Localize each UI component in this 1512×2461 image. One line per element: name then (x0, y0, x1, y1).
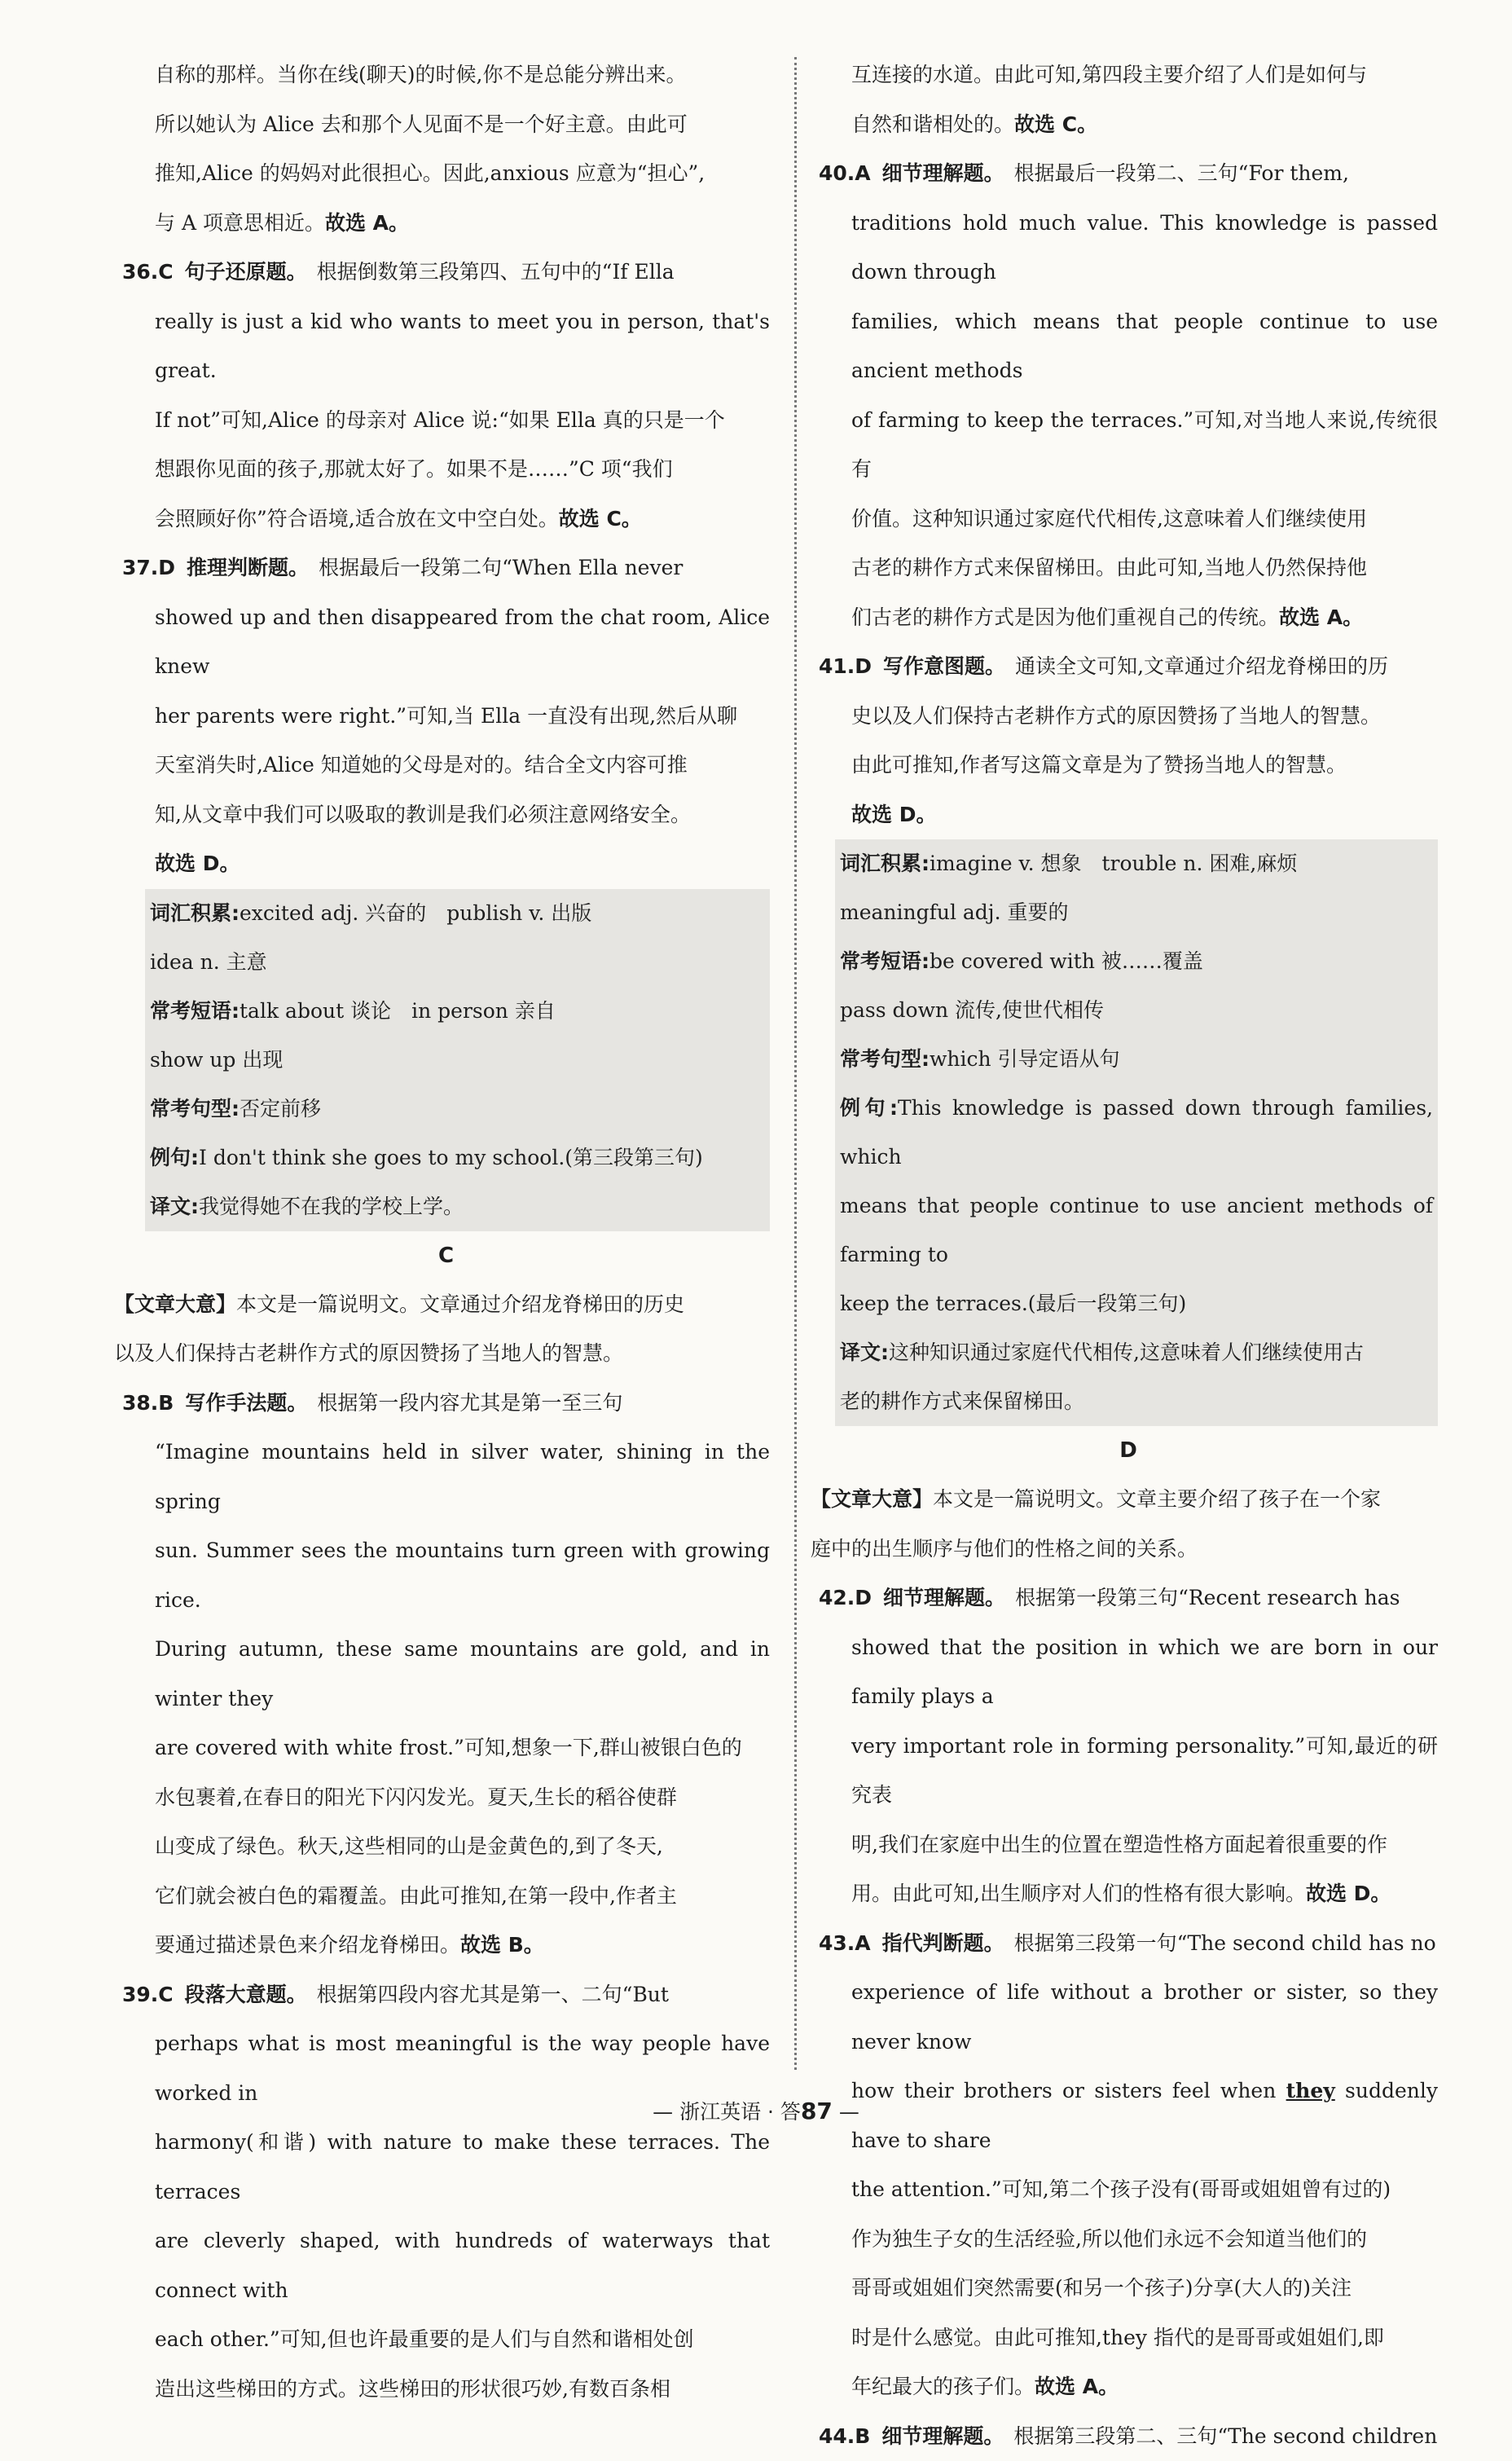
answer: 故选 A。 (1035, 2375, 1119, 2398)
text-line: 用。由此可知,出生顺序对人们的性格有很大影响。故选 D。 (819, 1869, 1438, 1919)
vocab-line: idea n. 主意 (150, 938, 765, 987)
text-line: If not”可知,Alice 的母亲对 Alice 说:“如果 Ella 真的只是一个 (122, 396, 770, 446)
phrase-label: 常考短语: (840, 949, 930, 973)
section-heading-d: D (819, 1426, 1438, 1475)
pattern-line: 常考句型:which 引导定语从句 (840, 1035, 1433, 1084)
vocab-line: meaningful adj. 重要的 (840, 888, 1433, 937)
text-line: the attention.”可知,第二个孩子没有(哥哥或姐姐曾有过的) (819, 2165, 1438, 2215)
vocab-label: 词汇积累: (150, 901, 240, 925)
question-44: 44.B 细节理解题。 根据第三段第二、三句“The second children (819, 2412, 1438, 2461)
translation-label: 译文: (840, 1341, 889, 1364)
answer: 故选 C。 (559, 507, 642, 531)
question-type: 细节理解题。 (881, 2424, 1004, 2448)
text-line: 史以及人们保持古老耕作方式的原因赞扬了当地人的智慧。 (819, 692, 1438, 742)
question-type: 细节理解题。 (882, 161, 1004, 185)
text-line: 想跟你见面的孩子,那就太好了。如果不是……”C 项“我们 (122, 445, 770, 495)
text-line: 天室消失时,Alice 知道她的父母是对的。结合全文内容可推 (122, 741, 770, 790)
text-line: 会照顾好你”符合语境,适合放在文中空白处。故选 C。 (122, 495, 770, 544)
question-type: 指代判断题。 (882, 1931, 1004, 1955)
translation-label: 译文: (150, 1195, 199, 1218)
text-line: During autumn, these same mountains are gold, and in winter they (122, 1625, 770, 1724)
text-line: her parents were right.”可知,当 Ella 一直没有出现,然后从聊 (122, 692, 770, 742)
key-word: they (1286, 2079, 1335, 2102)
summary-label: 【文章大意】 (114, 1292, 236, 1316)
text-line: really is just a kid who wants to meet you in person, that's great. (122, 297, 770, 396)
text-line: each other.”可知,但也许最重要的是人们与自然和谐相处创 (122, 2315, 770, 2365)
question-number: 36.C (122, 260, 174, 284)
text-line: 年纪最大的孩子们。故选 A。 (819, 2362, 1438, 2412)
phrase-line: pass down 流传,使世代相传 (840, 986, 1433, 1035)
text-line: very important role in forming personality.”可知,最近的研究表 (819, 1722, 1438, 1820)
question-number: 40.A (819, 161, 871, 185)
text-line: 时是什么感觉。由此可推知,they 指代的是哥哥或姐姐们,即 (819, 2314, 1438, 2363)
question-number: 37.D (122, 556, 175, 579)
phrase-line: 常考短语:be covered with 被……覆盖 (840, 937, 1433, 986)
summary-line: 【文章大意】本文是一篇说明文。文章通过介绍龙脊梯田的历史 (114, 1280, 770, 1330)
question-37: 37.D 推理判断题。 根据最后一段第二句“When Ella never (122, 544, 770, 593)
text-line: of farming to keep the terraces.”可知,对当地人来说,传统很有 (819, 396, 1438, 495)
pattern-label: 常考句型: (150, 1097, 240, 1120)
text-line: showed up and then disappeared from the chat room, Alice knew (122, 593, 770, 692)
example-label: 例句: (150, 1146, 199, 1169)
footer-label: — 浙江英语 · 答 (653, 2100, 801, 2124)
text-line: 自然和谐相处的。故选 C。 (819, 100, 1438, 150)
question-number: 44.B (819, 2424, 870, 2448)
answer: 故选 D。 (1306, 1882, 1391, 1905)
example-line: means that people continue to use ancient methods of farming to (840, 1182, 1433, 1279)
text-line: 古老的耕作方式来保留梯田。由此可知,当地人仍然保持他 (819, 544, 1438, 593)
phrase-line: show up 出现 (150, 1036, 765, 1085)
question-type: 段落大意题。 (185, 1983, 307, 2006)
pattern-label: 常考句型: (840, 1047, 930, 1071)
text-line: harmony(和谐) with nature to make these terraces. The terraces (122, 2118, 770, 2217)
question-number: 41.D (819, 654, 872, 678)
text-line: 作为独生子女的生活经验,所以他们永远不会知道当他们的 (819, 2215, 1438, 2265)
column-divider (794, 57, 797, 2070)
text-line: 自称的那样。当你在线(聊天)的时候,你不是总能分辨出来。 (122, 51, 770, 100)
question-38: 38.B 写作手法题。 根据第一段内容尤其是第一至三句 (122, 1379, 770, 1429)
example-line: 例句:I don't think she goes to my school.(第三段第三句) (150, 1134, 765, 1182)
summary-line: 【文章大意】本文是一篇说明文。文章主要介绍了孩子在一个家 (811, 1475, 1438, 1525)
answer: 故选 D。 (155, 852, 240, 875)
vocab-line: 词汇积累:excited adj. 兴奋的 publish v. 出版 (150, 889, 765, 938)
summary-line: 庭中的出生顺序与他们的性格之间的关系。 (811, 1525, 1438, 1574)
vocab-label: 词汇积累: (840, 852, 930, 875)
phrase-label: 常考短语: (150, 999, 240, 1023)
answer: 故选 A。 (1279, 605, 1363, 629)
text-line: 它们就会被白色的霜覆盖。由此可推知,在第一段中,作者主 (122, 1872, 770, 1922)
translation-line: 老的耕作方式来保留梯田。 (840, 1377, 1433, 1426)
text-line: are cleverly shaped, with hundreds of waterways that connect with (122, 2217, 770, 2315)
question-42: 42.D 细节理解题。 根据第一段第三句“Recent research has (819, 1574, 1438, 1623)
text-line: 由此可推知,作者写这篇文章是为了赞扬当地人的智慧。 (819, 741, 1438, 790)
text-line: 推知,Alice 的妈妈对此很担心。因此,anxious 应意为“担心”, (122, 149, 770, 199)
question-type: 写作手法题。 (185, 1391, 307, 1415)
text-line: 们古老的耕作方式是因为他们重视自己的传统。故选 A。 (819, 593, 1438, 643)
question-36: 36.C 句子还原题。 根据倒数第三段第四、五句中的“If Ella (122, 248, 770, 297)
answer: 故选 B。 (460, 1933, 544, 1957)
example-label: 例句: (840, 1096, 898, 1120)
answer: 故选 D。 (851, 803, 936, 826)
text-line: are covered with white frost.”可知,想象一下,群山被银白色的 (122, 1724, 770, 1773)
pattern-line: 常考句型:否定前移 (150, 1085, 765, 1134)
question-type: 句子还原题。 (185, 260, 307, 284)
text-line: showed that the position in which we are born in our family plays a (819, 1623, 1438, 1722)
example-line: keep the terraces.(最后一段第三句) (840, 1279, 1433, 1328)
text-line: experience of life without a brother or sister, so they never know (819, 1968, 1438, 2067)
text-line: 互连接的水道。由此可知,第四段主要介绍了人们是如何与 (819, 51, 1438, 100)
question-type: 细节理解题。 (883, 1586, 1005, 1609)
text-line: families, which means that people continue to use ancient methods (819, 297, 1438, 396)
vocab-line: 词汇积累:imagine v. 想象 trouble n. 困难,麻烦 (840, 839, 1433, 888)
question-39: 39.C 段落大意题。 根据第四段内容尤其是第一、二句“But (122, 1970, 770, 2020)
summary-line: 以及人们保持古老耕作方式的原因赞扬了当地人的智慧。 (114, 1329, 770, 1379)
text-line: 明,我们在家庭中出生的位置在塑造性格方面起着很重要的作 (819, 1820, 1438, 1870)
translation-line: 译文:这种知识通过家庭代代相传,这意味着人们继续使用古 (840, 1328, 1433, 1377)
text-line: traditions hold much value. This knowledge is passed down through (819, 199, 1438, 297)
translation-line: 译文:我觉得她不在我的学校上学。 (150, 1182, 765, 1231)
example-line: 例句:This knowledge is passed down through families, which (840, 1084, 1433, 1182)
text-line: 知,从文章中我们可以吸取的教训是我们必须注意网络安全。 (122, 790, 770, 840)
text-line: sun. Summer sees the mountains turn green with growing rice. (122, 1526, 770, 1625)
text-line: 所以她认为 Alice 去和那个人见面不是一个好主意。由此可 (122, 100, 770, 150)
left-column (122, 51, 770, 2414)
text-line (819, 790, 1438, 840)
page-number: 87 (801, 2098, 833, 2124)
question-number: 38.B (122, 1391, 174, 1415)
text-line: 要通过描述景色来介绍龙脊梯田。故选 B。 (122, 1921, 770, 1970)
question-number: 43.A (819, 1931, 871, 1955)
section-heading-c: C (122, 1231, 770, 1280)
text-line: “Imagine mountains held in silver water, shining in the spring (122, 1428, 770, 1526)
question-41: 41.D 写作意图题。 通读全文可知,文章通过介绍龙脊梯田的历 (819, 642, 1438, 692)
question-type: 写作意图题。 (883, 654, 1005, 678)
text-line (122, 839, 770, 889)
question-number: 42.D (819, 1586, 872, 1609)
summary-label: 【文章大意】 (811, 1487, 933, 1511)
question-type: 推理判断题。 (187, 556, 309, 579)
question-number: 39.C (122, 1983, 174, 2006)
text-line: perhaps what is most meaningful is the way people have worked in (122, 2019, 770, 2118)
text-line: 哥哥或姐姐们突然需要(和另一个孩子)分享(大人的)关注 (819, 2264, 1438, 2314)
phrase-line: 常考短语:talk about 谈论 in person 亲自 (150, 987, 765, 1036)
footer-suffix: — (833, 2100, 859, 2124)
question-40: 40.A 细节理解题。 根据最后一段第二、三句“For them, (819, 149, 1438, 199)
text-line: 造出这些梯田的方式。这些梯田的形状很巧妙,有数百条相 (122, 2365, 770, 2415)
text-line: how their brothers or sisters feel when they suddenly have to share (819, 2067, 1438, 2165)
text-line: 价值。这种知识通过家庭代代相传,这意味着人们继续使用 (819, 495, 1438, 544)
vocab-box (835, 839, 1438, 1426)
text-line: 与 A 项意思相近。故选 A。 (122, 199, 770, 249)
answer: 故选 A。 (325, 211, 409, 235)
text-line: 山变成了绿色。秋天,这些相同的山是金黄色的,到了冬天, (122, 1822, 770, 1872)
text-line: 水包裹着,在春日的阳光下闪闪发光。夏天,生长的稻谷使群 (122, 1773, 770, 1823)
vocab-box (145, 889, 770, 1231)
page-footer (0, 2096, 1512, 2125)
question-43: 43.A 指代判断题。 根据第三段第一句“The second child has no (819, 1919, 1438, 1969)
answer: 故选 C。 (1014, 112, 1097, 136)
